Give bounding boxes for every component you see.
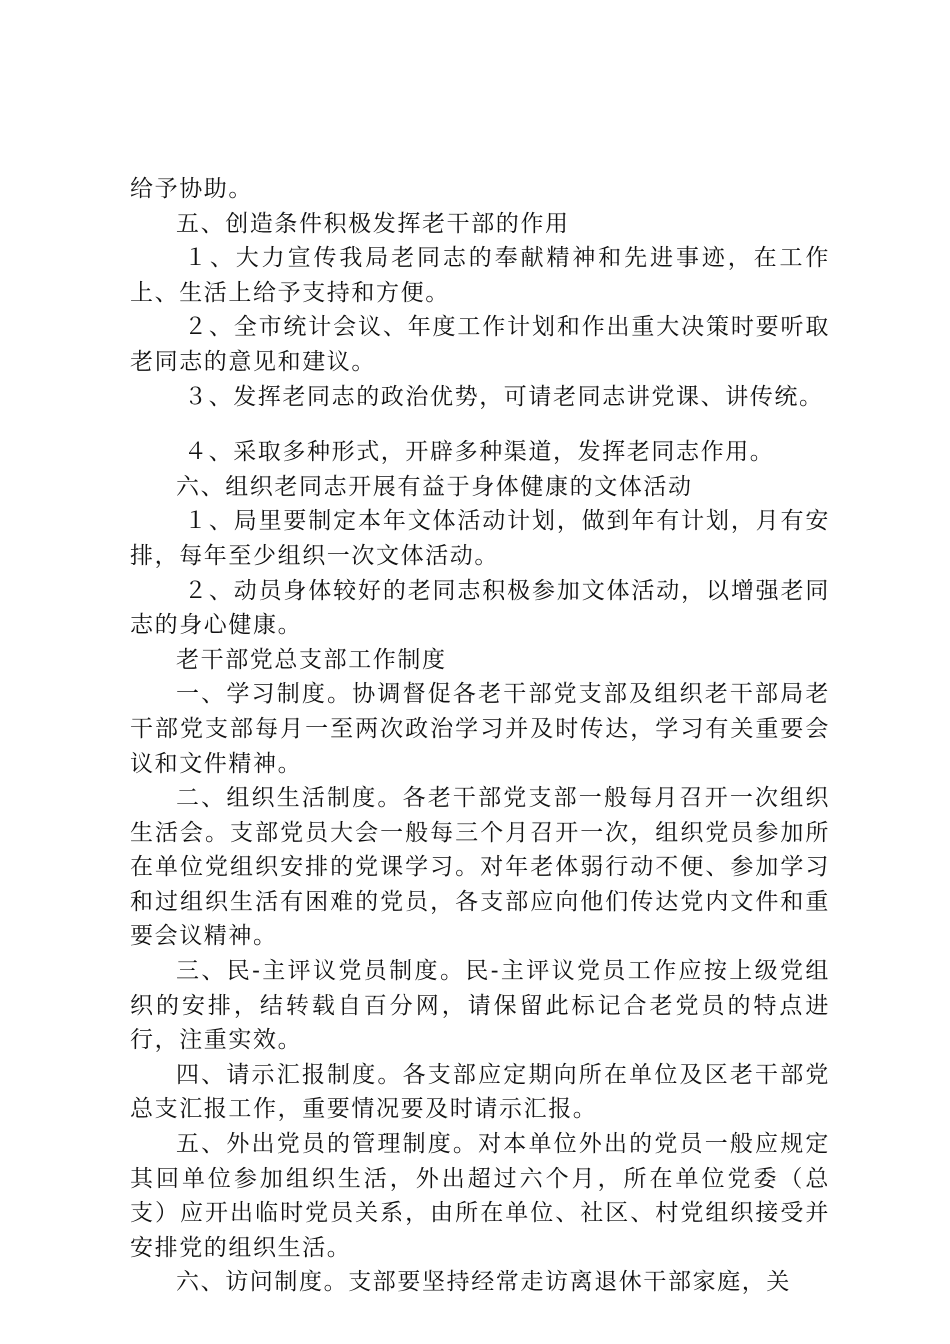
list-item-6-2: ２、动员身体较好的老同志积极参加文体活动，以增强老同志的身心健康。 (130, 577, 830, 639)
rule-visiting: 六、访问制度。支部要坚持经常走访离退休干部家庭，关 (176, 1269, 791, 1296)
list-item-5-4: ４、采取多种形式，开辟多种渠道，发挥老同志作用。 (184, 439, 775, 466)
section-heading-5: 五、创造条件积极发挥老干部的作用 (176, 210, 570, 237)
rule-study: 一、学习制度。协调督促各老干部党支部及组织老干部局老干部党支部每月一至两次政治学习并及时传达，学习有关重要会议和文件精神。 (130, 681, 830, 777)
rule-external-members: 五、外出党员的管理制度。对本单位外出的党员一般应规定其回单位参加组织生活，外出超过六个月，所在单位党委（总支）应开出临时党员关系，由所在单位、社区、村党组织接受并安排党的组织生活。 (130, 1131, 830, 1261)
document-body (130, 172, 830, 1300)
rule-reporting: 四、请示汇报制度。各支部应定期向所在单位及区老干部党总支汇报工作，重要情况要及时请示汇报。 (130, 1061, 830, 1123)
rule-organization-life: 二、组织生活制度。各老干部党支部一般每月召开一次组织生活会。支部党员大会一般每三个月召开一次，组织党员参加所在单位党组织安排的党课学习。对年老体弱行动不便、参加学习和过组织生活有困难的党员，各支部应向他们传达党内文件和重要会议精神。 (130, 785, 830, 950)
list-item-5-3: ３、发挥老同志的政治优势，可请老同志讲党课、讲传统。 (184, 383, 824, 410)
document-title: 老干部党总支部工作制度 (176, 646, 447, 673)
list-item-5-1: １、大力宣传我局老同志的奉献精神和先进事迹，在工作上、生活上给予支持和方便。 (130, 245, 830, 306)
list-item-5-2: ２、全市统计会议、年度工作计划和作出重大决策时要听取老同志的意见和建议。 (130, 314, 830, 375)
list-item-6-1: １、局里要制定本年文体活动计划，做到年有计划，月有安排，每年至少组织一次文体活动。 (130, 508, 830, 569)
paragraph-continuation: 给予协助。 (130, 176, 253, 202)
section-heading-6: 六、组织老同志开展有益于身体健康的文体活动 (176, 473, 693, 500)
rule-member-evaluation: 三、民-主评议党员制度。民-主评议党员工作应按上级党组织的安排，结转载自百分网，请保留此标记合老党员的特点进行，注重实效。 (130, 958, 830, 1054)
